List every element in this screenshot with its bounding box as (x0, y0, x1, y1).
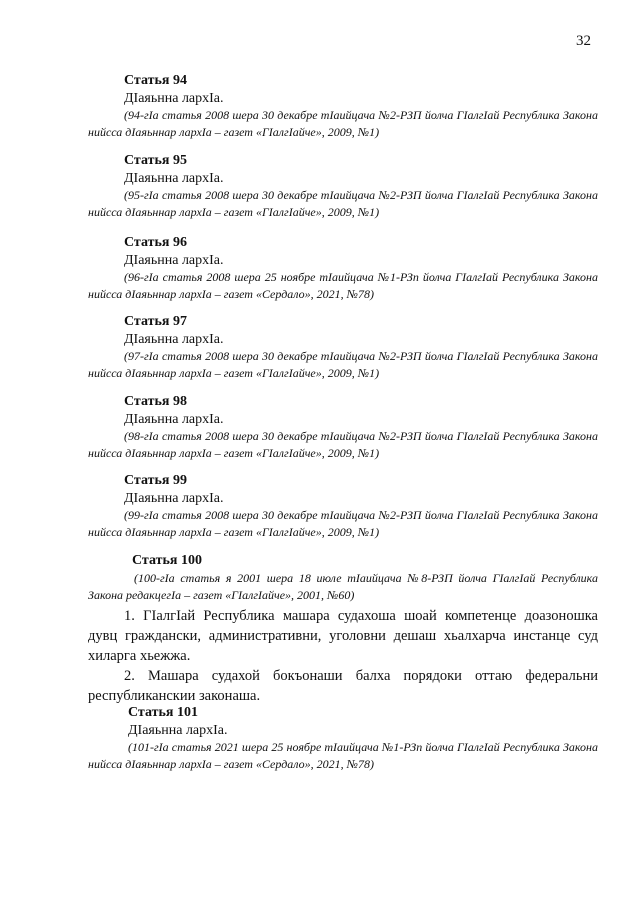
article-101 (88, 704, 598, 773)
article-97 (88, 313, 598, 382)
article-status: ДӀаяьнна лархӀа. (124, 412, 224, 427)
article-heading: Статья 98 (124, 394, 187, 409)
article-paragraph: 1. ГӀалгӀай Республика машара судахоша шоай компетенце доазоношка дувц граждански, административни, уголовни дешаш хьалхарча инстанце суд хиларга хьежжа. (88, 608, 598, 664)
article-heading: Статья 101 (128, 705, 198, 720)
article-94 (88, 72, 598, 141)
article-status: ДӀаяьнна лархӀа. (124, 91, 224, 106)
page-number: 32 (576, 33, 591, 49)
article-98 (88, 393, 598, 462)
article-96 (88, 234, 598, 303)
article-heading: Статья 96 (124, 235, 187, 250)
article-status: ДӀаяьнна лархӀа. (124, 491, 224, 506)
article-status: ДӀаяьнна лархӀа. (124, 171, 224, 186)
article-note: (101-гӀа статья 2021 шера 25 ноябре тӀаийцача №1-РЗп йолча ГӀалгӀай Республика Закона нийсса дӀаяьннар лархӀа – газет «Сердало», 2021, №78) (88, 740, 598, 771)
article-note: (96-гӀа статья 2008 шера 25 ноябре тӀаийцача №1-РЗп йолча ГӀалгӀай Республика Закона нийсса дӀаяьннар лархӀа – газет «Сердало», 2021, №78) (88, 270, 598, 301)
article-note: (94-гӀа статья 2008 шера 30 декабре тӀаийцача №2-РЗП йолча ГӀалгӀай Республика Закона нийсса дӀаяьннар лархӀа – газет «ГӀалгӀайче», 2009, №1) (88, 108, 598, 139)
article-heading: Статья 97 (124, 314, 187, 329)
article-heading: Статья 100 (132, 553, 202, 568)
article-heading: Статья 95 (124, 153, 187, 168)
article-note: (98-гӀа статья 2008 шера 30 декабре тӀаийцача №2-РЗП йолча ГӀалгӀай Республика Закона нийсса дӀаяьннар лархӀа – газет «ГӀалгӀайче», 2009, №1) (88, 429, 598, 460)
article-100 (88, 552, 598, 706)
article-95 (88, 152, 598, 221)
article-heading: Статья 94 (124, 73, 187, 88)
article-99 (88, 472, 598, 541)
article-note: (95-гӀа статья 2008 шера 30 декабре тӀаийцача №2-РЗП йолча ГӀалгӀай Республика Закона нийсса дӀаяьннар лархӀа – газет «ГӀалгӀайче», 2009, №1) (88, 188, 598, 219)
article-note: (99-гӀа статья 2008 шера 30 декабре тӀаийцача №2-РЗП йолча ГӀалгӀай Республика Закона нийсса дӀаяьннар лархӀа – газет «ГӀалгӀайче», 2009, №1) (88, 508, 598, 539)
article-heading: Статья 99 (124, 473, 187, 488)
article-status: ДӀаяьнна лархӀа. (124, 332, 224, 347)
article-status: ДӀаяьнна лархӀа. (124, 253, 224, 268)
article-paragraph: 2. Машара судахой бокъонаши балха порядоки оттаю федеральни республиканскии законаша. (88, 668, 598, 704)
article-note: (100-гӀа статья я 2001 шера 18 июле тӀаийцача №8-РЗП йолча ГӀалгӀай Республика Закона редакцегӀа – газет «ГӀалгӀайче», 2001, №60) (88, 571, 598, 602)
article-note: (97-гӀа статья 2008 шера 30 декабре тӀаийцача №2-РЗП йолча ГӀалгӀай Республика Закона нийсса дӀаяьннар лархӀа – газет «ГӀалгӀайче», 2009, №1) (88, 349, 598, 380)
article-status: ДӀаяьнна лархӀа. (128, 723, 228, 738)
